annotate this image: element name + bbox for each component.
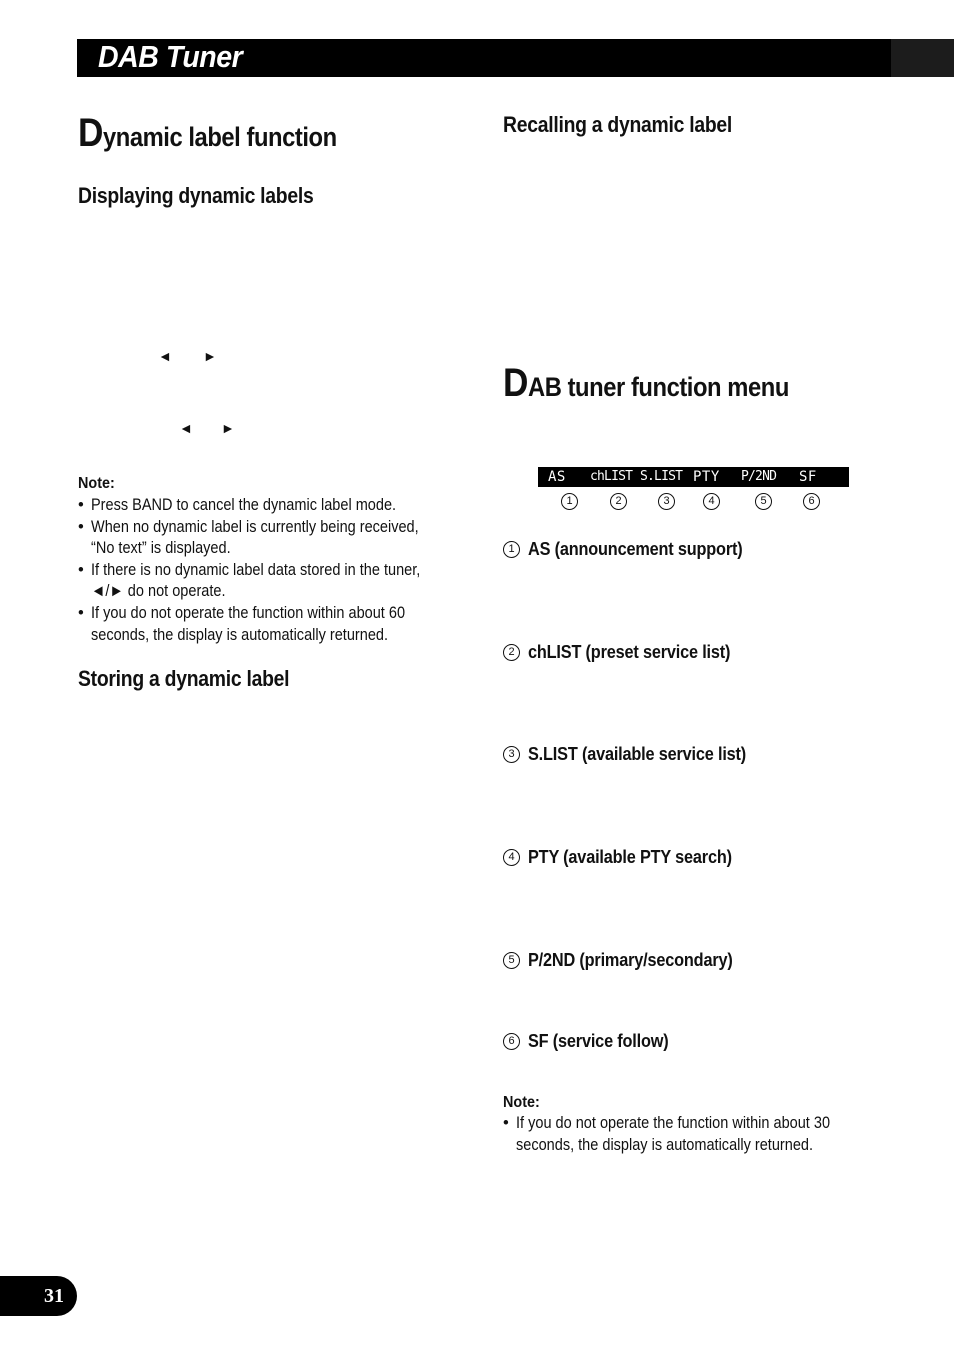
heading-rest: AB tuner function menu	[527, 372, 789, 402]
callout-number: 3	[658, 493, 675, 510]
item-number: 2	[503, 644, 520, 661]
subheading-displaying: Displaying dynamic labels	[78, 183, 314, 208]
menu-item-chlist	[503, 641, 758, 663]
subheading-storing: Storing a dynamic label	[78, 666, 290, 691]
lcd-item-chlist: chLIST	[590, 469, 633, 484]
right-arrow-icon: ►	[221, 420, 235, 436]
note-item-cont: “No text” is displayed.	[91, 539, 231, 558]
right-arrow-icon: ►	[203, 348, 217, 364]
note-item-cont: seconds, the display is automatically returned.	[516, 1135, 814, 1154]
section-heading-dynamic-label	[78, 111, 337, 155]
note-list: • If you do not operate the function within about 30 seconds, the display is automatically returned.	[503, 1113, 903, 1156]
item-number: 6	[503, 1033, 520, 1050]
item-label: AS (announcement support)	[528, 538, 743, 559]
drop-cap: D	[78, 111, 103, 155]
note-title: Note:	[503, 1094, 540, 1111]
item-number: 1	[503, 541, 520, 558]
item-label: PTY (available PTY search)	[528, 846, 732, 867]
page-number-badge	[0, 1276, 77, 1316]
item-label: P/2ND (primary/secondary)	[528, 949, 733, 970]
lcd-item-p2nd: P/2ND	[741, 469, 777, 484]
item-label: chLIST (preset service list)	[528, 641, 731, 662]
callout-number: 6	[803, 493, 820, 510]
callout-number: 2	[610, 493, 627, 510]
lcd-item-as: AS	[548, 469, 566, 485]
callout-number: 1	[561, 493, 578, 510]
note-item-cont: ◄/► do not operate.	[91, 582, 226, 601]
menu-item-sf	[503, 1030, 688, 1052]
heading-rest: ynamic label function	[102, 122, 337, 152]
note-list: • Press BAND to cancel the dynamic label mode. • When no dynamic label is currently being received, “No text” is displayed. • If there is no dynamic label data stored in the tuner, ◄/► do not operate. • If you do not operate the function within about 60 seconds, the display is automatically returned.	[78, 495, 468, 646]
header-tab-marker	[891, 39, 954, 77]
lcd-item-pty: PTY	[693, 469, 720, 485]
left-arrow-icon: ◄	[158, 348, 172, 364]
menu-item-p2nd	[503, 949, 761, 971]
note-item: If there is no dynamic label data stored in the tuner,	[91, 560, 421, 579]
lcd-item-slist: S.LIST	[640, 469, 683, 484]
lcd-item-sf: SF	[799, 469, 817, 485]
left-arrow-icon: ◄	[179, 420, 193, 436]
page-number: 31	[44, 1285, 64, 1307]
item-number: 5	[503, 952, 520, 969]
item-label: S.LIST (available service list)	[528, 743, 747, 764]
item-number: 3	[503, 746, 520, 763]
callout-number: 4	[703, 493, 720, 510]
item-label: SF (service follow)	[528, 1030, 669, 1051]
note-item: When no dynamic label is currently being received,	[91, 517, 419, 536]
item-number: 4	[503, 849, 520, 866]
lcd-display	[538, 467, 849, 487]
page-title: DAB Tuner	[98, 39, 243, 74]
note-title: Note:	[78, 475, 115, 492]
section-heading-dab-menu	[503, 361, 789, 405]
note-item-cont: seconds, the display is automatically returned.	[91, 625, 389, 644]
note-item: If you do not operate the function within about 60	[91, 603, 406, 622]
menu-item-pty	[503, 846, 760, 868]
subheading-recalling: Recalling a dynamic label	[503, 112, 733, 137]
callout-number: 5	[755, 493, 772, 510]
menu-item-slist	[503, 743, 776, 765]
note-item: Press BAND to cancel the dynamic label mode.	[91, 496, 397, 514]
drop-cap: D	[503, 361, 528, 405]
menu-item-as	[503, 538, 772, 560]
note-item: If you do not operate the function within about 30	[516, 1114, 831, 1132]
